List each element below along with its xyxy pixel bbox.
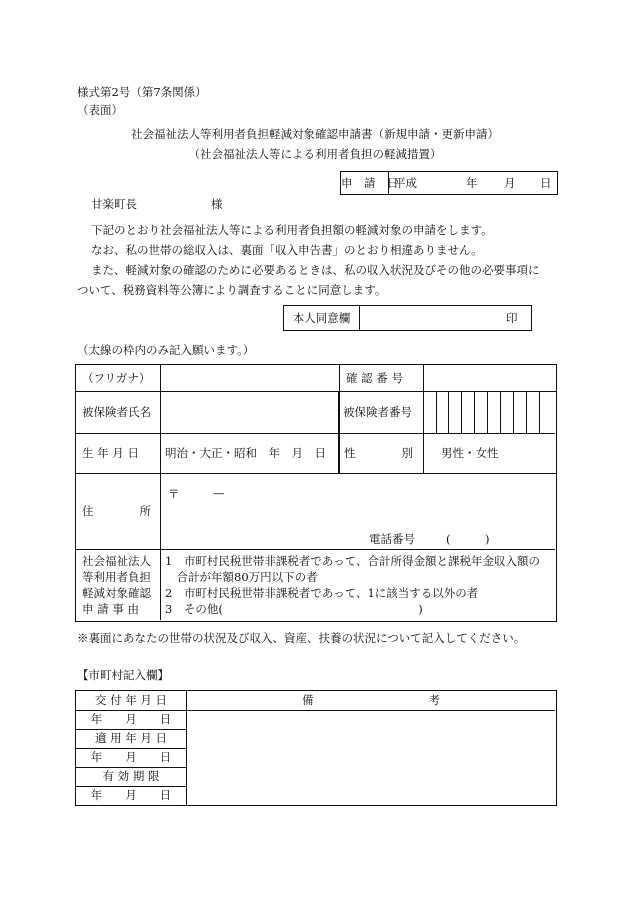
application-date-label: 申 請 日 [341, 172, 389, 194]
body-line-2: なお、私の世帯の総収入は、裏面「収入申告書」のとおり相違ありません。 [91, 243, 483, 257]
reason-option-2[interactable]: 2 市町村民税世帯非課税者であって、1に該当する以外の者 [165, 586, 479, 600]
address-field[interactable] [168, 477, 548, 525]
reason-option-3[interactable]: 3 その他( ) [165, 602, 423, 616]
remarks-field [188, 712, 552, 804]
furigana-label: （フリガナ） [82, 371, 151, 385]
issue-date-label: 交 付 年 月 日 [94, 693, 168, 707]
addressee-honorific: 様 [211, 197, 223, 211]
apply-date-label: 適 用 年 月 日 [94, 731, 168, 745]
apply-date-value: 年 月 日 [90, 750, 172, 764]
insured-name-field[interactable] [164, 392, 336, 432]
address-label: 住 所 [82, 504, 151, 518]
reason-label-line: 軽減対象確認 [82, 586, 151, 600]
reason-option-1[interactable]: 1 市町村民税世帯非課税者であって、合計所得金額と課税年金収入額の [165, 554, 540, 568]
office-section-title: 【市町村記入欄】 [77, 668, 169, 682]
thick-frame-note: （太線の枠内のみ記入願います。） [77, 343, 255, 357]
seal-mark: 印 [506, 311, 518, 325]
insured-number-label: 被保険者番号 [343, 405, 412, 419]
phone-label: 電話番号 [369, 532, 415, 546]
addressee-name: 甘楽町長 [91, 197, 137, 211]
expiry-value: 年 月 日 [90, 788, 172, 802]
office-table [75, 690, 557, 806]
remarks-header: 備 考 [302, 693, 440, 707]
application-date-era[interactable]: 平成 [394, 176, 417, 190]
expiry-label: 有 効 期 限 [102, 769, 160, 783]
issue-date-value: 年 月 日 [90, 712, 172, 726]
reason-label-line: 申 請 事 由 [82, 602, 139, 616]
postal-mark: 〒 [168, 487, 180, 501]
applicant-table [75, 364, 557, 622]
reason-label [82, 553, 151, 617]
gender-label: 性 別 [344, 446, 413, 460]
phone-field[interactable]: ( ) [446, 532, 490, 546]
back-side-note: ※裏面にあなたの世帯の状況及び収入、資産、扶養の状況について記入してください。 [77, 631, 526, 645]
body-line-1: 下記のとおり社会福祉法人等による利用者負担額の軽減対象の申請をします。 [91, 223, 493, 237]
reason-options[interactable] [165, 553, 540, 617]
side-label: （表面） [77, 103, 123, 117]
insured-number-field[interactable] [436, 392, 553, 432]
consent-label: 本人同意欄 [284, 306, 360, 330]
insured-name-label: 被保険者氏名 [82, 405, 151, 419]
consent-box [283, 305, 532, 331]
confirmation-number-field[interactable] [426, 365, 554, 391]
confirmation-number-label: 確 認 番 号 [346, 371, 403, 385]
application-date-month[interactable]: 月 [504, 176, 516, 190]
form-subtitle: （社会福祉法人等による利用者負担の軽減措置） [188, 147, 442, 161]
birth-date-value[interactable]: 明治・大正・昭和 年 月 日 [165, 446, 326, 460]
body-line-4: ついて、税務資料等公簿により調査することに同意します。 [77, 283, 387, 297]
postal-dash: — [213, 486, 225, 500]
body-line-3: また、軽減対象の確認のために必要あるときは、私の収入状況及びその他の必要事項に [91, 263, 540, 277]
reason-label-line: 社会福祉法人 [82, 554, 151, 568]
application-date-box [340, 171, 558, 195]
birth-date-label: 生 年 月 日 [82, 446, 139, 460]
application-date-day[interactable]: 日 [540, 176, 552, 190]
reason-label-line: 等利用者負担 [82, 570, 151, 584]
form-number: 様式第2号（第7条関係） [77, 85, 207, 99]
form-title: 社会福祉法人等利用者負担軽減対象確認申請書（新規申請・更新申請） [131, 127, 499, 141]
application-date-year[interactable]: 年 [466, 176, 478, 190]
furigana-field[interactable] [164, 365, 336, 391]
gender-value[interactable]: 男性・女性 [441, 446, 499, 460]
reason-option-1-cont: 合計が年額80万円以下の者 [165, 570, 318, 584]
